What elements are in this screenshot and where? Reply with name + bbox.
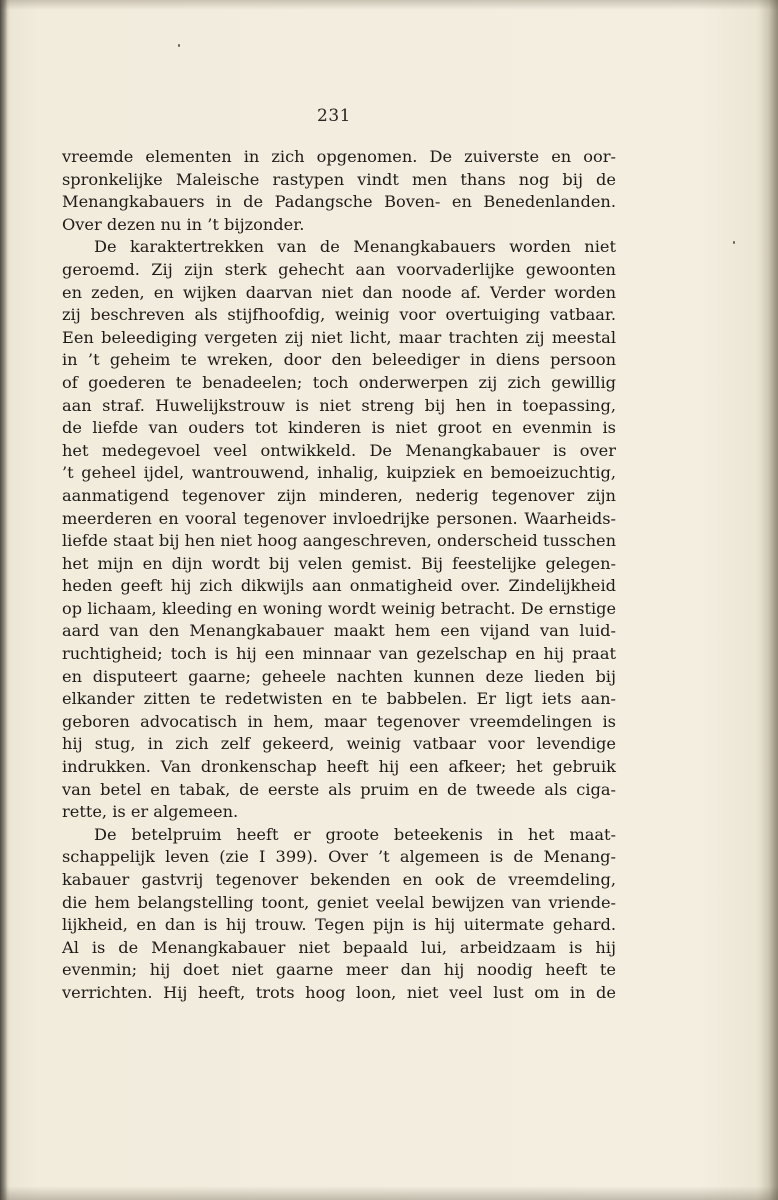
text-line: Een beleediging vergeten zij niet licht, maar trachten zij meestal bbox=[62, 327, 616, 347]
text-line: en disputeert gaarne; geheele nachten kunnen deze lieden bij bbox=[62, 666, 616, 686]
text-line: Al is de Menangkabauer niet bepaald lui, arbeidzaam is hij bbox=[62, 937, 616, 957]
text-line: De betelpruim heeft er groote beteekenis in het maat- bbox=[94, 824, 616, 844]
text-line: op lichaam, kleeding en woning wordt weinig betracht. De ernstige bbox=[62, 598, 616, 618]
text-line: rette, is er algemeen. bbox=[62, 802, 239, 822]
page-top-shadow bbox=[0, 0, 778, 10]
text-line: indrukken. Van dronkenschap heeft hij een afkeer; het gebruik bbox=[62, 757, 616, 777]
body-text bbox=[62, 146, 616, 1005]
text-line: geroemd. Zij zijn sterk gehecht aan voorvaderlijke gewoonten bbox=[62, 259, 616, 279]
text-line: evenmin; hij doet niet gaarne meer dan hij noodig heeft te bbox=[62, 960, 616, 980]
text-line: zij beschreven als stijfhoofdig, weinig voor overtuiging vatbaar. bbox=[62, 305, 616, 325]
paper-speck bbox=[178, 44, 180, 47]
text-line: elkander zitten te redetwisten en te babbelen. Er ligt iets aan- bbox=[62, 689, 616, 709]
text-line: ruchtigheid; toch is hij een minnaar van gezelschap en hij praat bbox=[62, 644, 616, 664]
text-line: schappelijk leven (zie I 399). Over ’t algemeen is de Menang- bbox=[62, 847, 616, 867]
text-line: die hem belangstelling toont, geniet veelal bewijzen van vriende- bbox=[62, 892, 616, 912]
page-bottom-shadow bbox=[0, 1186, 778, 1200]
text-line: aanmatigend tegenover zijn minderen, nederig tegenover zijn bbox=[62, 485, 616, 505]
text-line: Over dezen nu in ’t bijzonder. bbox=[62, 214, 305, 234]
paper-speck bbox=[733, 241, 735, 244]
text-line: de liefde van ouders tot kinderen is niet groot en evenmin is bbox=[62, 418, 616, 438]
text-line: vreemde elementen in zich opgenomen. De zuiverste en oor- bbox=[62, 147, 616, 166]
text-line: verrichten. Hij heeft, trots hoog loon, niet veel lust om in de bbox=[62, 982, 616, 1002]
text-line: ’t geheel ijdel, wantrouwend, inhalig, kuipziek en bemoeizuchtig, bbox=[62, 463, 616, 483]
text-line: hij stug, in zich zelf gekeerd, weinig vatbaar voor levendige bbox=[62, 734, 616, 754]
text-line: geboren advocatisch in hem, maar tegenover vreemdelingen is bbox=[62, 711, 616, 731]
text-line: aard van den Menangkabauer maakt hem een vijand van luid- bbox=[62, 621, 616, 641]
text-line: en zeden, en wijken daarvan niet dan noode af. Verder worden bbox=[62, 282, 616, 302]
page-right-shadow bbox=[756, 0, 778, 1200]
text-line: kabauer gastvrij tegenover bekenden en ook de vreemdeling, bbox=[62, 870, 616, 889]
text-line: in ’t geheim te wreken, door den beleediger in diens persoon bbox=[62, 350, 616, 370]
text-line: aan straf. Huwelijkstrouw is niet streng bij hen in toepassing, bbox=[62, 395, 616, 415]
text-line: liefde staat bij hen niet hoog aangeschreven, onderscheid tusschen bbox=[62, 531, 616, 551]
text-line: het mijn en dijn wordt bij velen gemist. Bij feestelijke gelegen- bbox=[62, 553, 616, 573]
text-line: meerderen en vooral tegenover invloedrijke personen. Waarheids- bbox=[62, 508, 616, 528]
text-line: De karaktertrekken van de Menangkabauers worden niet bbox=[94, 237, 616, 257]
text-line: of goederen te benadeelen; toch onderwerpen zij zich gewillig bbox=[62, 372, 616, 392]
text-line: lijkheid, en dan is hij trouw. Tegen pijn is hij uitermate gehard. bbox=[62, 915, 616, 935]
page-number: 231 bbox=[317, 106, 351, 126]
text-line: heden geeft hij zich dikwijls aan onmatigheid over. Zindelijkheid bbox=[62, 576, 616, 596]
text-line: van betel en tabak, de eerste als pruim en de tweede als ciga- bbox=[62, 779, 616, 799]
text-line: Menangkabauers in de Padangsche Boven- en Benedenlanden. bbox=[62, 192, 616, 212]
text-line: het medegevoel veel ontwikkeld. De Menangkabauer is over bbox=[62, 440, 616, 460]
page-left-edge bbox=[0, 0, 8, 1200]
text-line: spronkelijke Maleische rastypen vindt men thans nog bij de bbox=[62, 169, 616, 189]
